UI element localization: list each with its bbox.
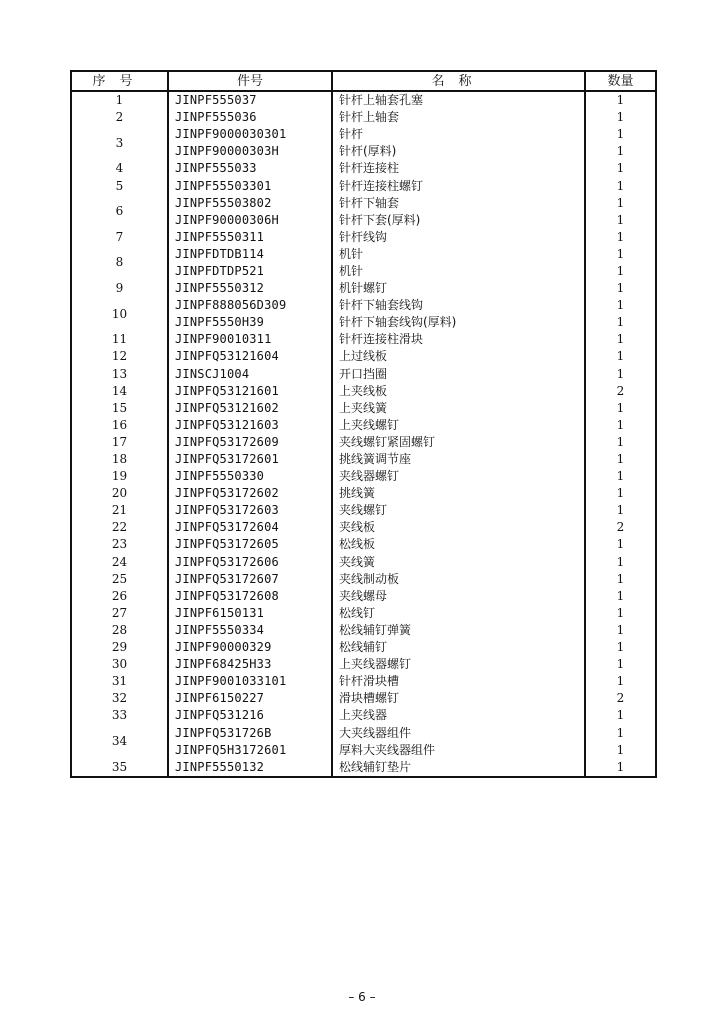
table-row: [71, 331, 656, 348]
part-name-cell: 挑线簧: [332, 485, 585, 502]
seq-cell: 27: [71, 605, 168, 622]
part-name-cell: 针杆滑块槽: [332, 673, 585, 690]
part-number-cell: JINPF9001033101: [168, 673, 332, 690]
quantity-cell: 1: [585, 707, 656, 724]
part-name-cell: 松线辅钉: [332, 639, 585, 656]
part-number-cell: JINPFQ53172602: [168, 485, 332, 502]
seq-cell: 11: [71, 331, 168, 348]
header-part-no: 件号: [168, 71, 332, 91]
seq-cell: 8: [71, 246, 168, 280]
table-row: [71, 759, 656, 777]
quantity-cell: 1: [585, 160, 656, 177]
quantity-cell: 1: [585, 143, 656, 160]
seq-cell: 29: [71, 639, 168, 656]
part-number-cell: JINPF90000306H: [168, 212, 332, 229]
part-name-cell: 针杆下轴套线钩: [332, 297, 585, 314]
part-number-cell: JINPFQ5H3172601: [168, 742, 332, 759]
table-row: [71, 417, 656, 434]
part-name-cell: 针杆线钩: [332, 229, 585, 246]
table-row: [71, 673, 656, 690]
quantity-cell: 1: [585, 554, 656, 571]
seq-cell: 23: [71, 536, 168, 553]
table-row: [71, 724, 656, 741]
part-name-cell: 针杆连接柱螺钉: [332, 177, 585, 194]
quantity-cell: 1: [585, 588, 656, 605]
parts-table-body: [71, 91, 656, 777]
part-name-cell: 上夹线器: [332, 707, 585, 724]
quantity-cell: 1: [585, 297, 656, 314]
part-number-cell: JINPFDTDB114: [168, 246, 332, 263]
part-number-cell: JINPFQ53172604: [168, 519, 332, 536]
quantity-cell: 1: [585, 212, 656, 229]
seq-cell: 25: [71, 571, 168, 588]
part-number-cell: JINPF6150131: [168, 605, 332, 622]
quantity-cell: 1: [585, 177, 656, 194]
parts-table: [70, 70, 657, 778]
part-number-cell: JINPFQ53172605: [168, 536, 332, 553]
quantity-cell: 1: [585, 195, 656, 212]
quantity-cell: 1: [585, 605, 656, 622]
part-name-cell: 机针: [332, 246, 585, 263]
part-number-cell: JINPFQ53121601: [168, 383, 332, 400]
quantity-cell: 1: [585, 724, 656, 741]
part-name-cell: 夹线螺母: [332, 588, 585, 605]
quantity-cell: 1: [585, 91, 656, 109]
quantity-cell: 2: [585, 519, 656, 536]
seq-cell: 19: [71, 468, 168, 485]
header-qty: 数量: [585, 71, 656, 91]
seq-cell: 28: [71, 622, 168, 639]
part-number-cell: JINPF5550H39: [168, 314, 332, 331]
table-row: [71, 297, 656, 314]
seq-cell: 33: [71, 707, 168, 724]
page-number: – 6 –: [348, 990, 376, 1004]
seq-cell: 14: [71, 383, 168, 400]
seq-cell: 4: [71, 160, 168, 177]
quantity-cell: 1: [585, 417, 656, 434]
quantity-cell: 1: [585, 314, 656, 331]
seq-cell: 31: [71, 673, 168, 690]
part-number-cell: JINPFQ53172608: [168, 588, 332, 605]
quantity-cell: 1: [585, 126, 656, 143]
quantity-cell: 1: [585, 229, 656, 246]
quantity-cell: 1: [585, 263, 656, 280]
part-name-cell: 机针螺钉: [332, 280, 585, 297]
quantity-cell: 1: [585, 759, 656, 777]
seq-cell: 2: [71, 109, 168, 126]
seq-cell: 34: [71, 724, 168, 758]
seq-cell: 13: [71, 366, 168, 383]
quantity-cell: 1: [585, 331, 656, 348]
quantity-cell: 2: [585, 690, 656, 707]
quantity-cell: 1: [585, 348, 656, 365]
seq-cell: 21: [71, 502, 168, 519]
header-seq: 序号: [71, 71, 168, 91]
table-row: [71, 485, 656, 502]
part-number-cell: JINPFQ53172603: [168, 502, 332, 519]
part-name-cell: 针杆连接柱滑块: [332, 331, 585, 348]
part-number-cell: JINPFQ53121603: [168, 417, 332, 434]
part-name-cell: 大夹线器组件: [332, 724, 585, 741]
part-number-cell: JINPFQ531216: [168, 707, 332, 724]
table-row: [71, 656, 656, 673]
table-row: [71, 588, 656, 605]
part-number-cell: JINPFQ53172606: [168, 554, 332, 571]
seq-cell: 20: [71, 485, 168, 502]
quantity-cell: 1: [585, 434, 656, 451]
part-name-cell: 滑块槽螺钉: [332, 690, 585, 707]
table-header-row: [71, 71, 656, 91]
table-row: [71, 571, 656, 588]
quantity-cell: 1: [585, 280, 656, 297]
part-name-cell: 针杆: [332, 126, 585, 143]
table-row: [71, 400, 656, 417]
seq-cell: 15: [71, 400, 168, 417]
part-number-cell: JINPF555033: [168, 160, 332, 177]
quantity-cell: 1: [585, 502, 656, 519]
part-name-cell: 针杆下轴套线钩(厚料): [332, 314, 585, 331]
part-number-cell: JINPFQ531726B: [168, 724, 332, 741]
part-number-cell: JINPFQ53121604: [168, 348, 332, 365]
seq-cell: 1: [71, 91, 168, 109]
part-name-cell: 松线辅钉弹簧: [332, 622, 585, 639]
part-number-cell: JINPF5550312: [168, 280, 332, 297]
quantity-cell: 1: [585, 742, 656, 759]
table-row: [71, 109, 656, 126]
part-number-cell: JINPF90010311: [168, 331, 332, 348]
table-row: [71, 195, 656, 212]
part-name-cell: 松线板: [332, 536, 585, 553]
quantity-cell: 1: [585, 400, 656, 417]
seq-cell: 16: [71, 417, 168, 434]
quantity-cell: 1: [585, 485, 656, 502]
part-name-cell: 厚料大夹线器组件: [332, 742, 585, 759]
quantity-cell: 1: [585, 246, 656, 263]
seq-cell: 10: [71, 297, 168, 331]
table-row: [71, 519, 656, 536]
quantity-cell: 1: [585, 571, 656, 588]
part-number-cell: JINPF5550334: [168, 622, 332, 639]
part-name-cell: 夹线螺钉紧固螺钉: [332, 434, 585, 451]
seq-cell: 18: [71, 451, 168, 468]
seq-cell: 24: [71, 554, 168, 571]
quantity-cell: 1: [585, 673, 656, 690]
table-row: [71, 605, 656, 622]
part-name-cell: 松线钉: [332, 605, 585, 622]
seq-cell: 17: [71, 434, 168, 451]
seq-cell: 7: [71, 229, 168, 246]
table-row: [71, 160, 656, 177]
table-row: [71, 383, 656, 400]
seq-cell: 30: [71, 656, 168, 673]
table-row: [71, 246, 656, 263]
table-row: [71, 229, 656, 246]
part-name-cell: 上过线板: [332, 348, 585, 365]
part-number-cell: JINSCJ1004: [168, 366, 332, 383]
seq-cell: 6: [71, 195, 168, 229]
part-number-cell: JINPFQ53172609: [168, 434, 332, 451]
part-name-cell: 开口挡圈: [332, 366, 585, 383]
table-row: [71, 554, 656, 571]
part-name-cell: 夹线簧: [332, 554, 585, 571]
part-name-cell: 针杆(厚料): [332, 143, 585, 160]
quantity-cell: 1: [585, 622, 656, 639]
table-row: [71, 177, 656, 194]
part-name-cell: 针杆下轴套: [332, 195, 585, 212]
part-number-cell: JINPF5550330: [168, 468, 332, 485]
part-number-cell: JINPFQ53172607: [168, 571, 332, 588]
table-row: [71, 451, 656, 468]
seq-cell: 26: [71, 588, 168, 605]
table-row: [71, 348, 656, 365]
part-number-cell: JINPFQ53172601: [168, 451, 332, 468]
seq-cell: 5: [71, 177, 168, 194]
part-name-cell: 夹线板: [332, 519, 585, 536]
part-number-cell: JINPF90000303H: [168, 143, 332, 160]
table-row: [71, 468, 656, 485]
seq-cell: 35: [71, 759, 168, 777]
part-name-cell: 上夹线螺钉: [332, 417, 585, 434]
part-number-cell: JINPF5550311: [168, 229, 332, 246]
part-name-cell: 松线辅钉垫片: [332, 759, 585, 777]
table-row: [71, 280, 656, 297]
quantity-cell: 1: [585, 109, 656, 126]
seq-cell: 3: [71, 126, 168, 160]
part-name-cell: 上夹线簧: [332, 400, 585, 417]
part-number-cell: JINPF90000329: [168, 639, 332, 656]
part-name-cell: 针杆上轴套孔塞: [332, 91, 585, 109]
part-number-cell: JINPFQ53121602: [168, 400, 332, 417]
part-name-cell: 挑线簧调节座: [332, 451, 585, 468]
part-name-cell: 夹线螺钉: [332, 502, 585, 519]
table-row: [71, 707, 656, 724]
part-number-cell: JINPF55503301: [168, 177, 332, 194]
part-number-cell: JINPF55503802: [168, 195, 332, 212]
part-number-cell: JINPFDTDP521: [168, 263, 332, 280]
part-name-cell: 机针: [332, 263, 585, 280]
table-row: [71, 91, 656, 109]
part-name-cell: 针杆下套(厚料): [332, 212, 585, 229]
seq-cell: 12: [71, 348, 168, 365]
part-name-cell: 夹线器螺钉: [332, 468, 585, 485]
part-number-cell: JINPF555037: [168, 91, 332, 109]
header-name: 名称: [332, 71, 585, 91]
quantity-cell: 1: [585, 451, 656, 468]
part-name-cell: 针杆连接柱: [332, 160, 585, 177]
quantity-cell: 1: [585, 468, 656, 485]
quantity-cell: 1: [585, 656, 656, 673]
part-name-cell: 夹线制动板: [332, 571, 585, 588]
seq-cell: 9: [71, 280, 168, 297]
table-row: [71, 126, 656, 143]
table-row: [71, 366, 656, 383]
quantity-cell: 1: [585, 639, 656, 656]
table-row: [71, 639, 656, 656]
table-row: [71, 502, 656, 519]
quantity-cell: 1: [585, 536, 656, 553]
part-name-cell: 上夹线板: [332, 383, 585, 400]
table-row: [71, 536, 656, 553]
table-row: [71, 690, 656, 707]
table-row: [71, 434, 656, 451]
part-number-cell: JINPF888056D309: [168, 297, 332, 314]
quantity-cell: 2: [585, 383, 656, 400]
part-number-cell: JINPF6150227: [168, 690, 332, 707]
part-number-cell: JINPF68425H33: [168, 656, 332, 673]
seq-cell: 22: [71, 519, 168, 536]
part-name-cell: 针杆上轴套: [332, 109, 585, 126]
table-row: [71, 622, 656, 639]
quantity-cell: 1: [585, 366, 656, 383]
part-number-cell: JINPF9000030301: [168, 126, 332, 143]
part-name-cell: 上夹线器螺钉: [332, 656, 585, 673]
seq-cell: 32: [71, 690, 168, 707]
part-number-cell: JINPF555036: [168, 109, 332, 126]
part-number-cell: JINPF5550132: [168, 759, 332, 777]
